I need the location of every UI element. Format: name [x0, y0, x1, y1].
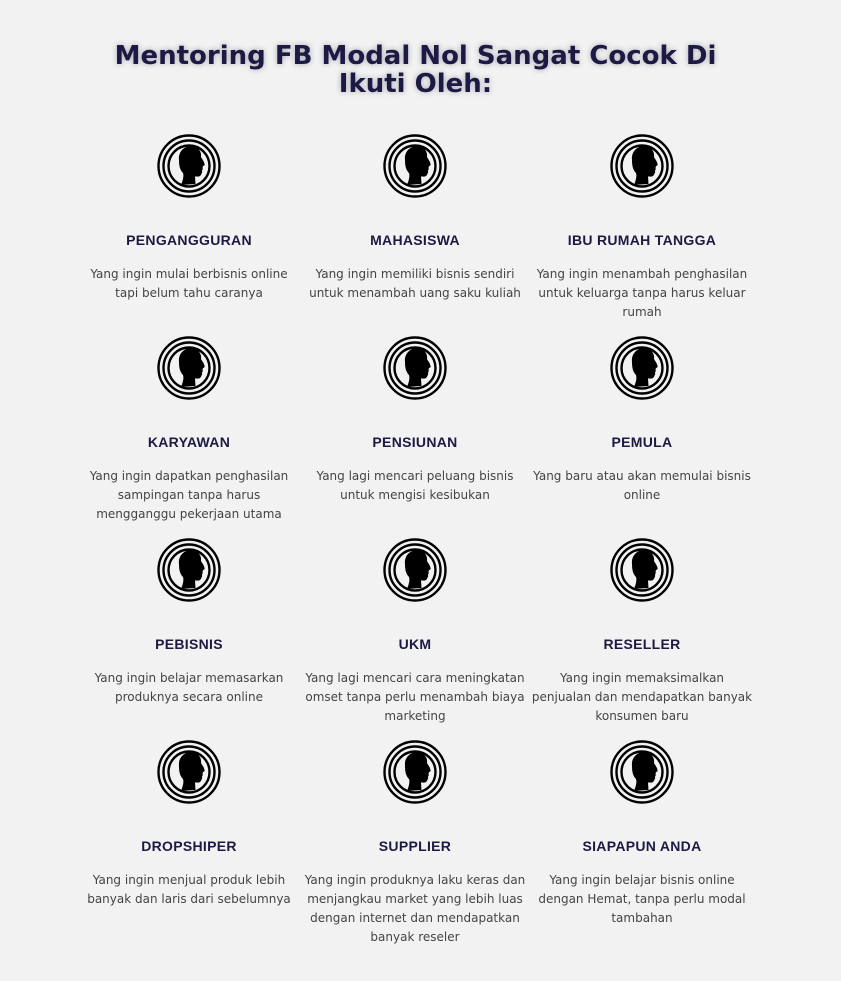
card-title: UKM — [398, 636, 432, 652]
head-profile-icon — [610, 134, 674, 198]
card-title: PENSIUNAN — [372, 434, 458, 450]
audience-card-ibu-rumah-tangga — [530, 134, 754, 336]
card-title: PEBISNIS — [155, 636, 223, 652]
page-title-line-2: Ikuti Oleh: — [338, 69, 493, 99]
audience-card-pebisnis — [77, 538, 301, 740]
head-profile-icon — [610, 538, 674, 602]
card-title: SIAPAPUN ANDA — [582, 838, 702, 854]
audience-card-karyawan — [77, 336, 301, 538]
audience-card-pemula — [530, 336, 754, 538]
head-profile-icon — [383, 336, 447, 400]
card-title: KARYAWAN — [147, 434, 231, 450]
head-profile-icon — [157, 740, 221, 804]
card-title: IBU RUMAH TANGGA — [567, 232, 717, 248]
card-description: Yang ingin menambah penghasilan untuk keluarga tanpa harus keluar rumah — [536, 267, 748, 319]
head-profile-icon — [157, 538, 221, 602]
card-description: Yang ingin menjual produk lebih banyak dan laris dari sebelumnya — [87, 873, 291, 906]
head-profile-icon — [157, 134, 221, 198]
card-description: Yang ingin mulai berbisnis online tapi belum tahu caranya — [90, 267, 288, 300]
card-title: PENGANGGURAN — [126, 232, 252, 248]
page-title-line-1: Mentoring FB Modal Nol Sangat Cocok Di — [114, 41, 717, 71]
audience-card-pensiunan — [303, 336, 527, 538]
head-profile-icon — [383, 134, 447, 198]
card-description: Yang ingin produknya laku keras dan menjangkau market yang lebih luas dengan internet dan mendapatkan banyak reseler — [304, 873, 526, 944]
head-profile-icon — [383, 538, 447, 602]
card-description: Yang ingin memiliki bisnis sendiri untuk menambah uang saku kuliah — [309, 267, 521, 300]
card-description: Yang ingin belajar memasarkan produknya secara online — [94, 671, 284, 704]
audience-card-dropshiper — [77, 740, 301, 942]
head-profile-icon — [383, 740, 447, 804]
card-description: Yang lagi mencari peluang bisnis untuk mengisi kesibukan — [316, 469, 514, 502]
audience-card-pengangguran — [77, 134, 301, 336]
head-profile-icon — [610, 336, 674, 400]
card-title: RESELLER — [603, 636, 681, 652]
card-title: SUPPLIER — [378, 838, 452, 854]
card-description: Yang baru atau akan memulai bisnis online — [533, 469, 751, 502]
card-description: Yang ingin dapatkan penghasilan sampingan tanpa harus mengganggu pekerjaan utama — [89, 469, 289, 521]
audience-card-supplier — [303, 740, 527, 942]
card-title: DROPSHIPER — [141, 838, 237, 854]
card-description: Yang ingin memaksimalkan penjualan dan mendapatkan banyak konsumen baru — [531, 671, 753, 723]
audience-card-reseller — [530, 538, 754, 740]
card-description: Yang lagi mencari cara meningkatan omset tanpa perlu menambah biaya marketing — [305, 671, 525, 723]
audience-card-ukm — [303, 538, 527, 740]
audience-card-siapapun-anda — [530, 740, 754, 942]
page-title — [0, 42, 831, 98]
head-profile-icon — [610, 740, 674, 804]
card-title: PEMULA — [611, 434, 673, 450]
card-description: Yang ingin belajar bisnis online dengan Hemat, tanpa perlu modal tambahan — [538, 873, 746, 925]
card-title: MAHASISWA — [370, 232, 460, 248]
head-profile-icon — [157, 336, 221, 400]
audience-card-mahasiswa — [303, 134, 527, 336]
